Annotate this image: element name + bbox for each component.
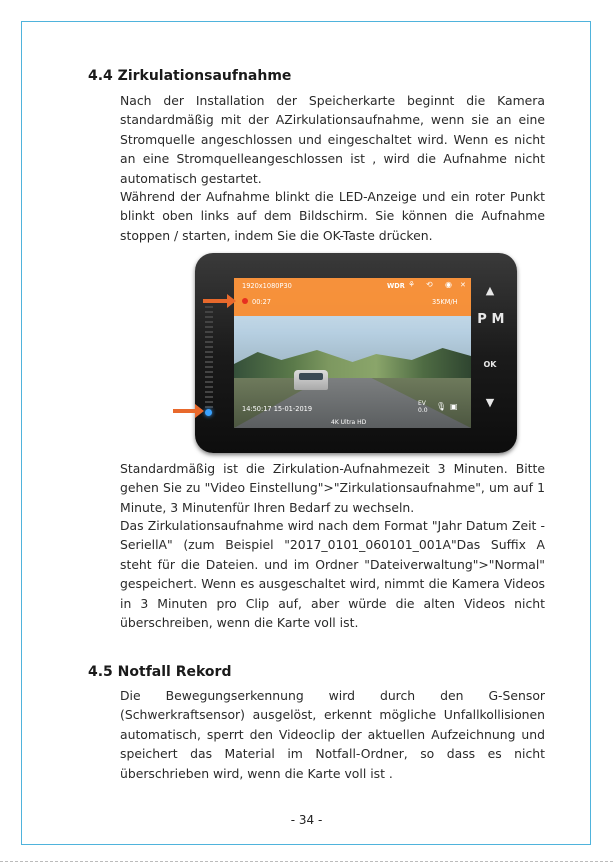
up-button[interactable]: ▲ [485, 284, 495, 297]
brand-label: 4K Ultra HD [331, 419, 367, 426]
paragraph-led: Während der Aufnahme blinkt die LED-Anzeige und ein roter Punkt blinkt oben links auf dem Bildschirm. Sie können die Aufnahme stoppen / starten, indem Sie die OK-Taste drücken. [120, 189, 545, 243]
paragraph-emergency: Die Bewegungserkennung wird durch den G-Sensor (Schwerkraftsensor) ausgelöst, erkennt mögliche Unfallkollisionen automatisch, sperrt den Videoclip der aktuellen Aufzeichnung und speichert das Material im Notfall-Ordner, so dass es nicht überschrieben wird, wenn die Karte voll ist . [120, 688, 545, 781]
rec-dot-icon [242, 298, 248, 304]
ev-label: EV [418, 400, 426, 407]
dashcam-illustration [195, 253, 517, 453]
pointer-arrow-rec-dot [203, 299, 229, 303]
ev-value: 0.0 [418, 407, 428, 414]
paragraph-intro: Nach der Installation der Speicherkarte beginnt die Kamera standardmäßig mit der AZirkulationsaufnahme, wenn sie an eine Stromquelle angeschlossen und eingeschaltet wird. Wenn es nicht an eine Stromquelleangeschlossen ist , wird die Aufnahme nicht automatisch gestartet. [120, 93, 545, 186]
mic-off-icon: ✕ [460, 281, 466, 289]
pointer-arrow-led [173, 409, 197, 413]
speaker-grille [205, 301, 213, 411]
bottom-rule [0, 861, 613, 862]
scene-car [294, 370, 328, 390]
paragraph-loop-time: Standardmäßig ist die Zirkulation-Aufnahmezeit 3 Minuten. Bitte gehen Sie zu "Video Einstellung">"Zirkulationsaufnahme", um auf 1 Minute, 3 Minutenfür Ihren Bedarf zu wechseln. [120, 461, 545, 515]
paragraph-file-format: Das Zirkulationsaufnahme wird nach dem Format "Jahr Datum Zeit - SeriellA" (zum Beispiel "2017_0101_060101_001A"Das Suffix A steht für die Dateien. und im Ordner "Dateiverwaltung">"Normal" gespeichert. Wenn es ausgeschaltet wird, nimmt die Kamera Videos in 3 Minuten pro Clip auf, aber würde die alten Videos nicht überschreiben, wenn die Karte voll ist. [120, 518, 545, 631]
status-led [205, 409, 212, 416]
motion-icon: ⚘ [408, 280, 416, 289]
rec-time: 00:27 [252, 298, 272, 306]
resolution-label: 1920x1080P30 [242, 282, 292, 290]
gsensor-icon: ◉ [445, 280, 452, 289]
section-heading-4-5: 4.5 Notfall Rekord [88, 664, 232, 680]
ok-button[interactable]: OK [483, 360, 497, 369]
microphone-icon: 🎙 [436, 402, 447, 411]
p-button[interactable]: P [477, 312, 487, 327]
loop-icon: ⟲ [426, 280, 433, 289]
timestamp: 14:50:17 15-01-2019 [242, 405, 313, 413]
camera-screen [234, 278, 471, 428]
section-heading-4-4: 4.4 Zirkulationsaufnahme [88, 68, 292, 84]
side-buttons [476, 278, 506, 428]
speed-label: 35KM/H [432, 298, 458, 306]
down-button[interactable]: ▼ [485, 396, 495, 409]
page-number: - 34 - [290, 813, 323, 827]
wdr-label: WDR [387, 282, 405, 290]
sd-card-icon: ▣ [450, 402, 458, 411]
m-button[interactable]: M [491, 312, 505, 327]
